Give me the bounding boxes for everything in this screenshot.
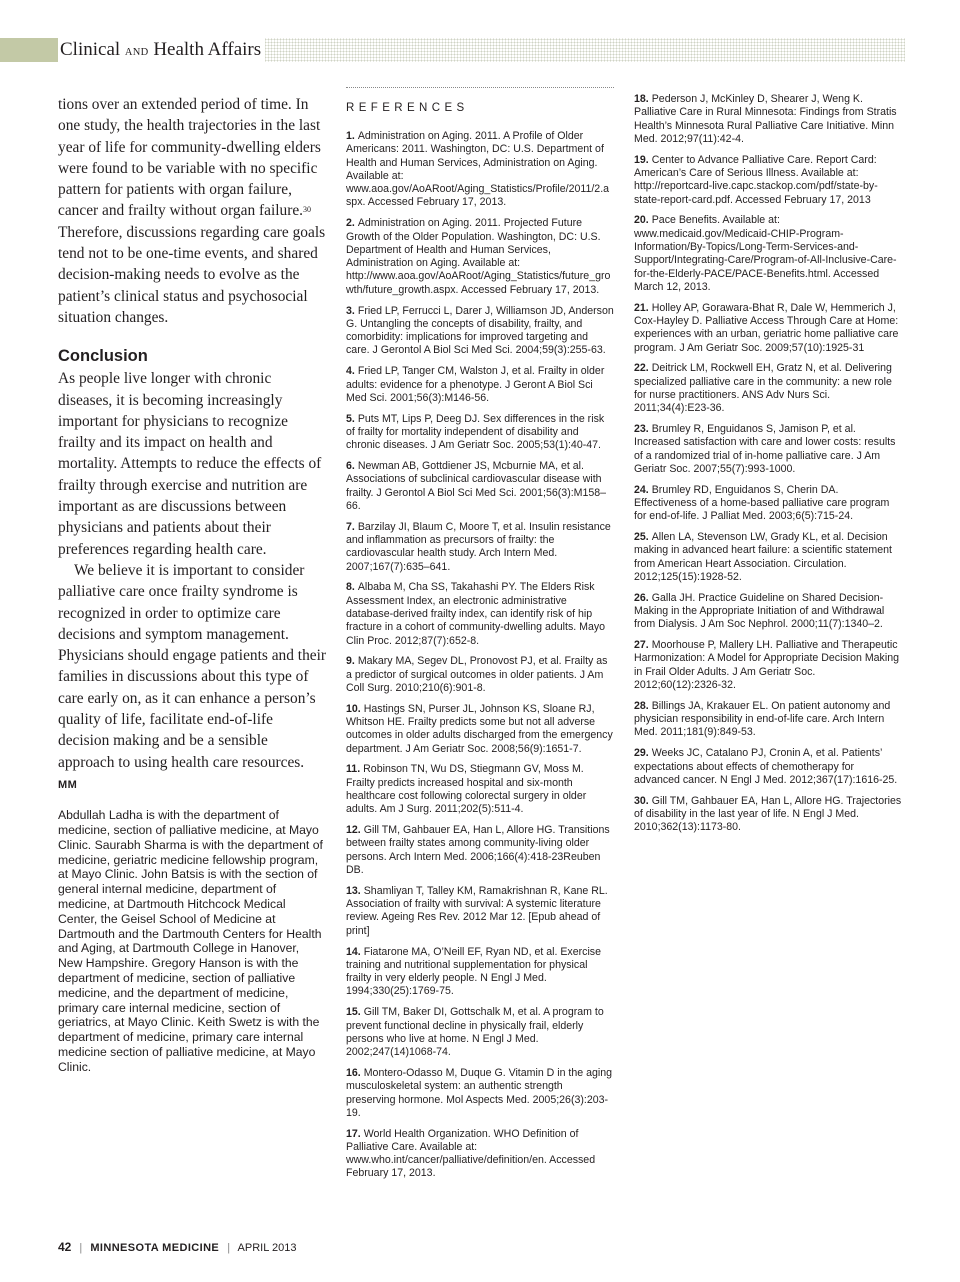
citation-superscript: 30	[303, 205, 312, 215]
reference-item	[346, 655, 614, 695]
reference-number: 5.	[346, 412, 355, 425]
reference-text: Moorhouse P, Mallery LH. Palliative and Therapeutic Harmonization: A Model for Appropriate Decision Making in Frail Older Adults. J Am Geriatr Soc. 2012;60(12):2326-32.	[634, 639, 899, 692]
reference-item	[346, 581, 614, 647]
reference-number: 3.	[346, 304, 355, 317]
reference-item	[346, 1128, 614, 1181]
reference-text: Brumley R, Enguidanos S, Jamison P, et al. Increased satisfaction with care and lower costs: results of a randomized trial of in-home palliative care. J Am Geriatr Soc. 2007;55(7):993-1000.	[634, 423, 896, 475]
intro-text-continued: Therefore, discussions regarding care goals tend not to be one-time events, and shared decision-making needs to evolve as the patient’s clinical status and psychosocial situation changes.	[58, 223, 326, 326]
reference-number: 23.	[634, 423, 649, 436]
reference-item	[634, 700, 902, 740]
reference-text: Gill TM, Gahbauer EA, Han L, Allore HG. Transitions between frailty states among community-living older persons. Arch Intern Med. 2006;166(4):418-23Reuben DB.	[346, 824, 610, 877]
section-title-part2: Health Affairs	[153, 39, 262, 60]
reference-text: Barzilay JI, Blaum C, Moore T, et al. Insulin resistance and inflammation as precursors of frailty: the cardiovascular health study. Arch Intern Med. 2007;167(7):635–641.	[346, 520, 611, 573]
reference-number: 10.	[346, 702, 361, 715]
reference-number: 22.	[634, 362, 649, 375]
reference-text: Robinson TN, Wu DS, Stiegmann GV, Moss M. Frailty predicts increased hospital and six-month healthcare cost following colorectal surgery in older adults. Am J Surg. 2011;202(5):511-4.	[346, 763, 587, 816]
references-divider	[346, 87, 614, 88]
reference-text: Pace Benefits. Available at: www.medicaid.gov/Medicaid-CHIP-Program-Information/By-Topics/Long-Term-Services-and-Support/Integrating-Care/Program-of-All-Inclusive-Care-for-the-Elderly-PACE/PACE-Benefits.html. Accessed March 12, 2013.	[634, 214, 897, 293]
reference-number: 15.	[346, 1006, 361, 1019]
page-footer	[58, 1240, 296, 1254]
reference-number: 25.	[634, 531, 649, 544]
reference-number: 17.	[346, 1127, 361, 1140]
reference-number: 19.	[634, 153, 649, 166]
reference-item	[346, 1006, 614, 1059]
reference-number: 12.	[346, 824, 361, 837]
references-column-2	[634, 93, 902, 842]
reference-item	[634, 302, 902, 355]
reference-item	[634, 747, 902, 787]
reference-text: Allen LA, Stevenson LW, Grady KL, et al. Decision making in advanced heart failure: a scientific statement from American Heart Association. Circulation. 2012;125(15):1928-52.	[634, 531, 892, 583]
reference-text: Billings JA, Krakauer EL. On patient autonomy and physician responsibility in end-of-life care. Arch Intern Med. 2011;181(9):849-53.	[634, 699, 891, 739]
reference-text: Pederson J, McKinley D, Shearer J, Weng K. Palliative Care in Rural Minnesota: Findings from Stratis Health’s Minnesota Rural Palliative Care Initiative. Minn Med. 2012;97(11):42-4.	[634, 93, 897, 145]
reference-number: 29.	[634, 747, 649, 760]
reference-text: Administration on Aging. 2011. A Profile of Older Americans: 2011. Washington, DC: U.S. Department of Health and Human Services, Administration on Aging. Available at: www.aoa.gov/AoARoot/Aging_Statistics/Profile/2011/2.aspx. Accessed February 17, 2013.	[346, 130, 610, 209]
page-number: 42	[58, 1240, 72, 1254]
reference-number: 7.	[346, 520, 355, 533]
reference-text: Brumley RD, Enguidanos S, Cherin DA. Effectiveness of a home-based palliative care program for end-of-life. J Palliat Med. 2003;6(5):715-24.	[634, 483, 890, 523]
magazine-name: MINNESOTA MEDICINE	[90, 1242, 220, 1254]
reference-item	[634, 362, 902, 415]
reference-item	[346, 305, 614, 358]
section-title-and: AND	[124, 47, 149, 58]
conclusion-paragraph-1: As people live longer with chronic diseases, it is becoming increasingly important for physicians to recognize frailty and its impact on health and mortality. Attempts to reduce the effects of frailty through exercise and nutrition are important as are discussions between physicians and patients about their preferences regarding health care.	[58, 370, 322, 558]
reference-text: World Health Organization. WHO Definition of Palliative Care. Available at: www.who.int/cancer/palliative/definition/en. Accessed February 17, 2013.	[346, 1127, 596, 1180]
reference-number: 16.	[346, 1066, 361, 1079]
reference-number: 2.	[346, 217, 355, 230]
header-accent-bar	[0, 38, 58, 62]
reference-item	[634, 484, 902, 524]
intro-text: tions over an extended period of time. In one study, the health trajectories in the last year of life for community-dwelling elders were found to be variable with no specific pattern for patients with organ failure, cancer and frailty without organ failure.	[58, 96, 321, 220]
reference-item	[634, 214, 902, 294]
conclusion-paragraph-2-text: We believe it is important to consider palliative care once frailty syndrome is recognized in order to optimize care decisions and symptom management. Physicians should engage patients and their families in discussions about this type of care early on, as it can enhance a person’s quality of life, facilitate end-of-life decision making and be a sensible approach to using health care resources.	[58, 561, 326, 771]
section-title-part1: Clinical	[60, 39, 121, 60]
reference-item	[346, 130, 614, 210]
reference-text: Center to Advance Palliative Care. Report Card: American’s Care of Serious Illness. Available at: http://reportcard-live.capc.stackop.com/pdf/state-by-state-report-card.pdf. Accessed February 17, 2013	[634, 153, 878, 206]
reference-number: 21.	[634, 301, 649, 314]
reference-text: Makary MA, Segev DL, Pronovost PJ, et al. Frailty as a predictor of surgical outcomes in older patients. J Am Coll Surg. 2010;210(6):901-8.	[346, 655, 608, 694]
reference-item	[634, 154, 902, 207]
reference-number: 6.	[346, 460, 355, 473]
reference-text: Hastings SN, Purser JL, Johnson KS, Sloane RJ, Whitson HE. Frailty predicts some but not all adverse outcomes in older adults discharged from the emergency department. J Am Geriatr Soc. 2008;56(9):1651-7.	[346, 702, 613, 755]
author-bio: Abdullah Ladha is with the department of medicine, section of palliative medicine, at Mayo Clinic. Saurabh Sharma is with the department of medicine, geriatric medicine fellowship program, at Mayo Clinic. John Batsis is with the section of general internal medicine, department of medicine, at Dartmouth Hitchcock Medical Center, the Geisel School of Medicine at Dartmouth and the Dartmouth Centers for Health and Aging, at Dartmouth College in Hanover, New Hampshire. Gregory Hanson is with the department of medicine, section of palliative medicine, and the department of medicine, primary care internal medicine, section of geriatrics, at Mayo Clinic. Keith Swetz is with the department of medicine, primary care internal medicine section of palliative medicine, at Mayo Clinic.	[58, 808, 323, 1074]
footer-separator-1: |	[79, 1242, 83, 1254]
reference-number: 4.	[346, 365, 355, 378]
reference-item	[634, 531, 902, 584]
reference-item	[346, 763, 614, 816]
reference-number: 9.	[346, 655, 355, 668]
reference-number: 8.	[346, 581, 355, 594]
reference-text: Newman AB, Gottdiener JS, Mcburnie MA, et al. Associations of subclinical cardiovascular disease with frailty. J Gerontol A Biol Sci Med Sci. 2001;56(3):M158–66.	[346, 460, 607, 512]
reference-number: 18.	[634, 93, 649, 105]
reference-item	[634, 423, 902, 476]
section-title	[58, 38, 265, 62]
reference-item	[346, 703, 614, 756]
reference-item	[346, 1067, 614, 1120]
footer-separator-2: |	[227, 1242, 231, 1254]
reference-item	[346, 460, 614, 513]
reference-text: Holley AP, Gorawara-Bhat R, Dale W, Hemmerich J, Cox-Hayley D. Palliative Access Through Care at Home: experiences with an urban, geriatric home palliative care program. J Am Geriatr Soc. 2009;57(10):1925-31	[634, 301, 899, 354]
reference-item	[346, 824, 614, 877]
reference-number: 26.	[634, 591, 649, 604]
reference-text: Gill TM, Baker DI, Gottschalk M, et al. A program to prevent functional decline in physically frail, elderly persons who live at home. N Engl J Med. 2002;247(14)1068-74.	[346, 1006, 604, 1059]
conclusion-paragraph-2	[58, 560, 326, 796]
intro-paragraph	[58, 94, 326, 328]
reference-item	[634, 93, 902, 146]
reference-item	[634, 592, 902, 632]
reference-item	[346, 217, 614, 297]
reference-number: 20.	[634, 214, 649, 227]
reference-item	[346, 946, 614, 999]
reference-text: Shamliyan T, Talley KM, Ramakrishnan R, Kane RL. Association of frailty with survival: A systemic literature review. Ageing Res Rev. 2012 Mar 12. [Epub ahead of print]	[346, 884, 608, 937]
references-heading: REFERENCES	[346, 102, 469, 114]
reference-item	[346, 521, 614, 574]
reference-number: 13.	[346, 884, 361, 897]
reference-number: 1.	[346, 130, 355, 142]
reference-text: Galla JH. Practice Guideline on Shared Decision-Making in the Appropriate Initiation of and Withdrawal from Dialysis. J Am Soc Nephrol. 2000;11(7):1340–2.	[634, 591, 885, 631]
article-column	[58, 94, 326, 1087]
reference-number: 24.	[634, 483, 649, 496]
reference-number: 14.	[346, 945, 361, 958]
reference-text: Fried LP, Ferrucci L, Darer J, Williamson JD, Anderson G. Untangling the concepts of disability, frailty, and comorbidity: implications for improved targeting and care. J Gerontol A Biol Sci Med Sci. 2004;59(3):255-63.	[346, 304, 614, 357]
issue-date: APRIL 2013	[237, 1242, 297, 1254]
reference-text: Fried LP, Tanger CM, Walston J, et al. Frailty in older adults: evidence for a phenotype. J Geront A Biol Sci Med Sci. 2001;56(3):M146-56.	[346, 365, 605, 404]
reference-text: Albaba M, Cha SS, Takahashi PY. The Elders Risk Assessment Index, an electronic administrative database-derived frailty index, can identify risk of hip fracture in a cohort of community-dwelling adults. Mayo Clin Proc. 2012;87(7):652-8.	[346, 581, 606, 647]
reference-number: 11.	[346, 763, 361, 776]
reference-number: 30.	[634, 794, 649, 807]
reference-text: Puts MT, Lips P, Deeg DJ. Sex differences in the risk of frailty for mortality independent of disability and chronic diseases. J Am Geriatr Soc. 2005;53(1):40-47.	[346, 412, 605, 452]
reference-text: Fiatarone MA, O’Neill EF, Ryan ND, et al. Exercise training and nutritional supplementation for physical frailty in very elderly people. N Engl J Med. 1994;330(25):1769-75.	[346, 945, 601, 998]
reference-item	[346, 885, 614, 938]
reference-text: Administration on Aging. 2011. Projected Future Growth of the Older Population. Washington, DC: U.S. Department of Health and Human Services, Administration on Aging. Available at: http://www.aoa.gov/AoARoot/Aging_Statistics/future_growth/future_growth.aspx. Accessed February 17, 2013.	[346, 217, 611, 296]
reference-text: Weeks JC, Catalano PJ, Cronin A, et al. Patients’ expectations about effects of chemotherapy for advanced cancer. N Engl J Med. 2012;367(17):1616-25.	[634, 747, 898, 786]
reference-item	[634, 639, 902, 692]
reference-text: Montero-Odasso M, Duque G. Vitamin D in the aging musculoskeletal system: an authentic strength preserving hormone. Mol Aspects Med. 2005;26(3):203-19.	[346, 1066, 613, 1119]
reference-text: Deitrick LM, Rockwell EH, Gratz N, et al. Delivering specialized palliative care in the community: a new role for nurse practitioners. ANS Adv Nurs Sci. 2011;34(4):E23-36.	[634, 362, 892, 415]
reference-number: 28.	[634, 699, 649, 712]
reference-item	[346, 413, 614, 453]
reference-item	[346, 365, 614, 405]
end-mark: MM	[58, 778, 78, 791]
conclusion-heading: Conclusion	[58, 347, 148, 366]
reference-item	[634, 795, 902, 835]
reference-number: 27.	[634, 639, 649, 652]
section-header-band	[0, 38, 905, 62]
reference-text: Gill TM, Gahbauer EA, Han L, Allore HG. Trajectories of disability in the last year of life. N Engl J Med. 2010;362(13):1173-80.	[634, 794, 902, 834]
references-column-1	[346, 87, 614, 1188]
